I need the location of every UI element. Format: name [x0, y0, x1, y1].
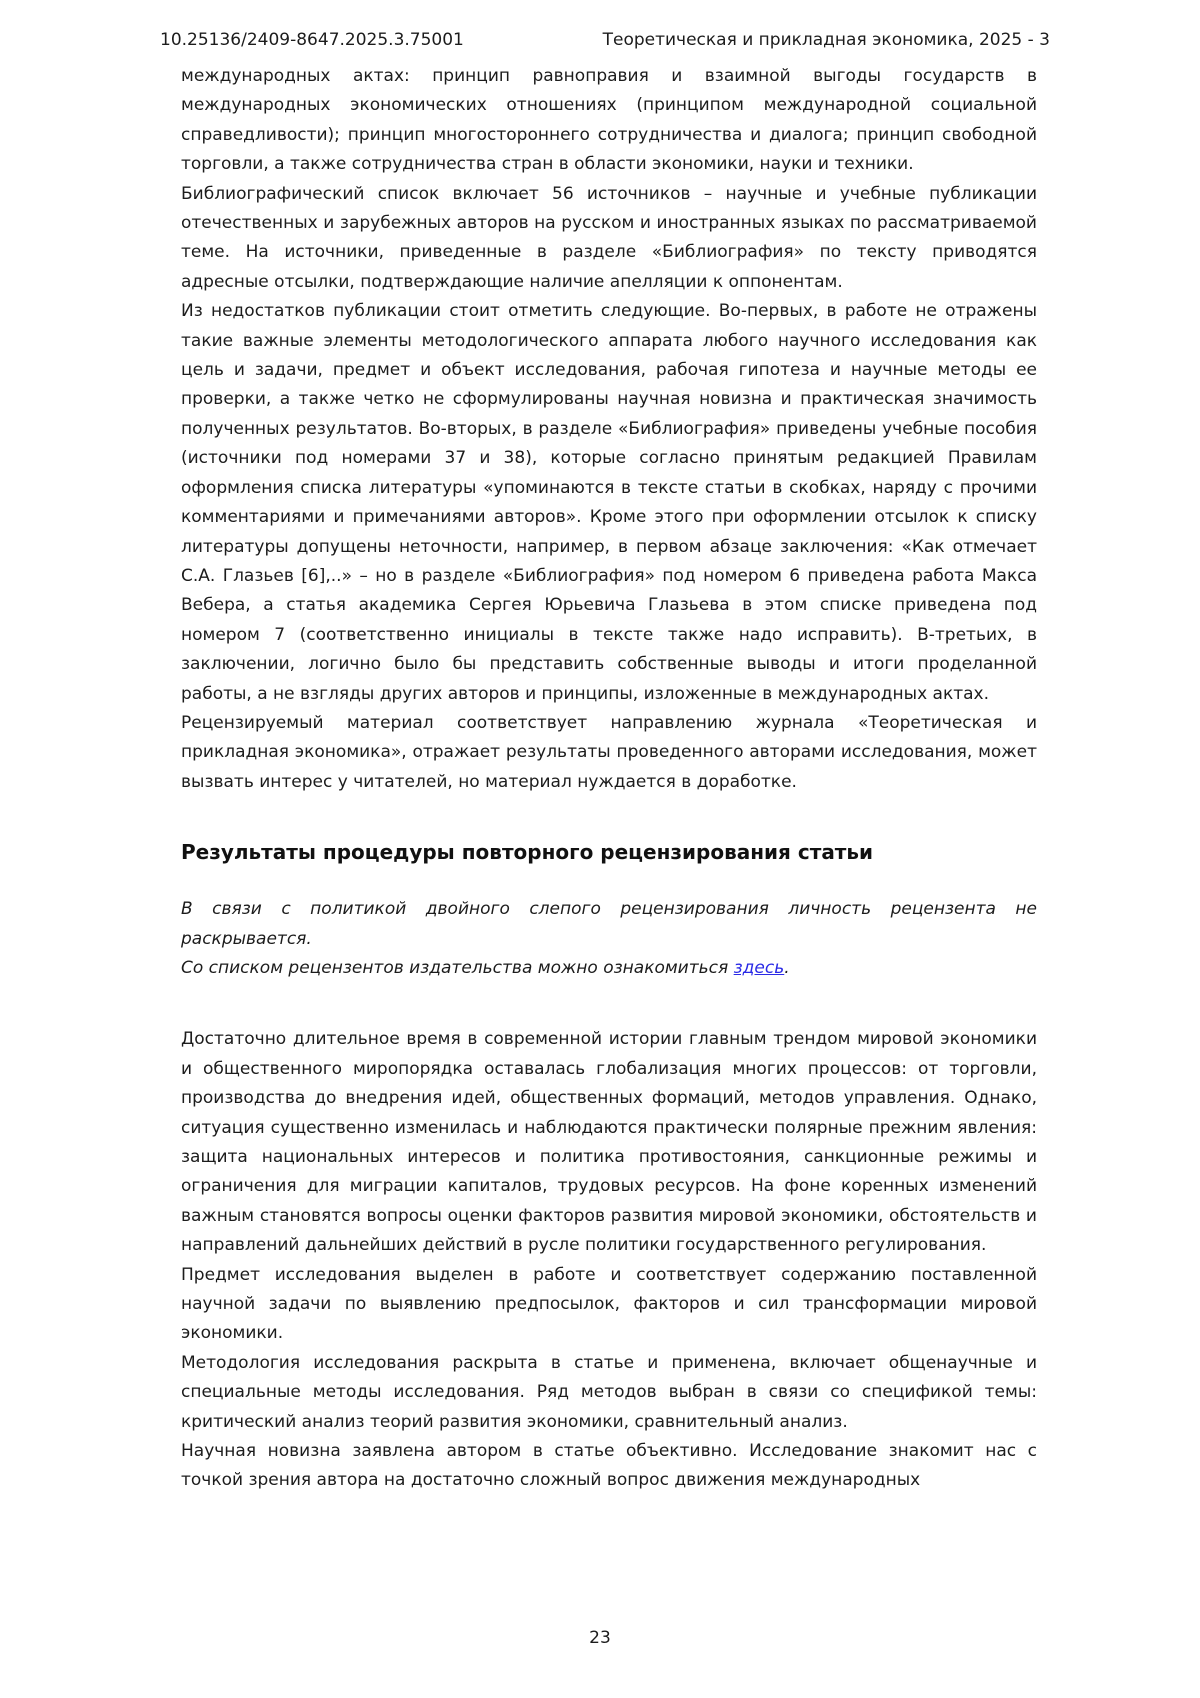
- page-number: 23: [589, 1628, 611, 1648]
- section-heading: Результаты процедуры повторного рецензирования статьи: [181, 840, 874, 865]
- reviewers-line-prefix: Со списком рецензентов издательства можно ознакомиться: [181, 957, 734, 978]
- review-paragraph: Методология исследования раскрыта в статье и применена, включает общенаучные и специальные методы исследования. Ряд методов выбран в связи со спецификой темы: критический анализ теорий развития экономики, сравнительный анализ.: [181, 1352, 1037, 1432]
- page-footer: [0, 1628, 1200, 1648]
- journal-title: Теоретическая и прикладная экономика, 2025 - 3: [602, 30, 1050, 50]
- review-paragraph: Научная новизна заявлена автором в статье объективно. Исследование знакомит нас с точкой зрения автора на достаточно сложный вопрос движения международных: [181, 1441, 1037, 1491]
- reviewers-line-suffix: .: [784, 957, 790, 978]
- review-paragraph: международных актах: принцип равноправия и взаимной выгоды государств в международных экономических отношениях (принципом международной социальной справедливости); принцип многостороннего сотрудничества и диалога; принцип свободной торговли, а также сотрудничества стран в области экономики, науки и техники.: [181, 66, 1037, 175]
- review-paragraph: Из недостатков публикации стоит отметить следующие. Во-первых, в работе не отражены такие важные элементы методологического аппарата любого научного исследования как цель и задачи, предмет и объект исследования, рабочая гипотеза и научные методы ее проверки, а также четко не сформулированы научная новизна и практическая значимость полученных результатов. Во-вторых, в разделе «Библиография» приведены учебные пособия (источники под номерами 37 и 38), которые согласно принятым редакцией Правилам оформления списка литературы «упоминаются в тексте статьи в скобках, наряду с прочими комментариями и примечаниями авторов». Кроме этого при оформлении отсылок к списку литературы допущены неточности, например, в первом абзаце заключения: «Как отмечает С.А. Глазьев [6],..» – но в разделе «Библиография» под номером 6 приведена работа Макса Вебера, а статья академика Сергея Юрьевича Глазьева в этом списке приведена под номером 7 (соответственно инициалы в тексте также надо исправить). В-третьих, в заключении, логично было бы представить собственные выводы и итоги проделанной работы, а не взгляды других авторов и принципы, изложенные в международных актах.: [181, 301, 1037, 704]
- review-paragraph: Библиографический список включает 56 источников – научные и учебные публикации отечественных и зарубежных авторов на русском и иностранных языках по рассматриваемой теме. На источники, приведенные в разделе «Библиография» по тексту приводятся адресные отсылки, подтверждающие наличие апелляции к оппонентам.: [181, 183, 1037, 292]
- reviewers-list-link[interactable]: здесь: [733, 957, 785, 978]
- doi-number: 10.25136/2409-8647.2025.3.75001: [160, 30, 464, 50]
- review-paragraph: Предмет исследования выделен в работе и соответствует содержанию поставленной научной задачи по выявлению предпосылок, факторов и сил трансформации мировой экономики.: [181, 1264, 1037, 1344]
- page-header: [160, 30, 1050, 50]
- review-paragraph: Достаточно длительное время в современной истории главным трендом мировой экономики и общественного миропорядка оставалась глобализация многих процессов: от торговли, производства до внедрения идей, общественных формаций, методов управления. Однако, ситуация существенно изменилась и наблюдаются практически полярные прежним явления: защита национальных интересов и политика противостояния, санкционные режимы и ограничения для миграции капиталов, трудовых ресурсов. На фоне коренных изменений важным становятся вопросы оценки факторов развития мировой экономики, обстоятельств и направлений дальнейших действий в русле политики государственного регулирования.: [181, 1029, 1037, 1256]
- document-body: [181, 62, 1037, 1496]
- blind-review-note: В связи с политикой двойного слепого рецензирования личность рецензента не раскрывается.: [181, 899, 1037, 949]
- review-paragraph: Рецензируемый материал соответствует направлению журнала «Теоретическая и прикладная экономика», отражает результаты проведенного авторами исследования, может вызвать интерес у читателей, но материал нуждается в доработке.: [181, 712, 1037, 792]
- reviewers-line: [181, 954, 1037, 983]
